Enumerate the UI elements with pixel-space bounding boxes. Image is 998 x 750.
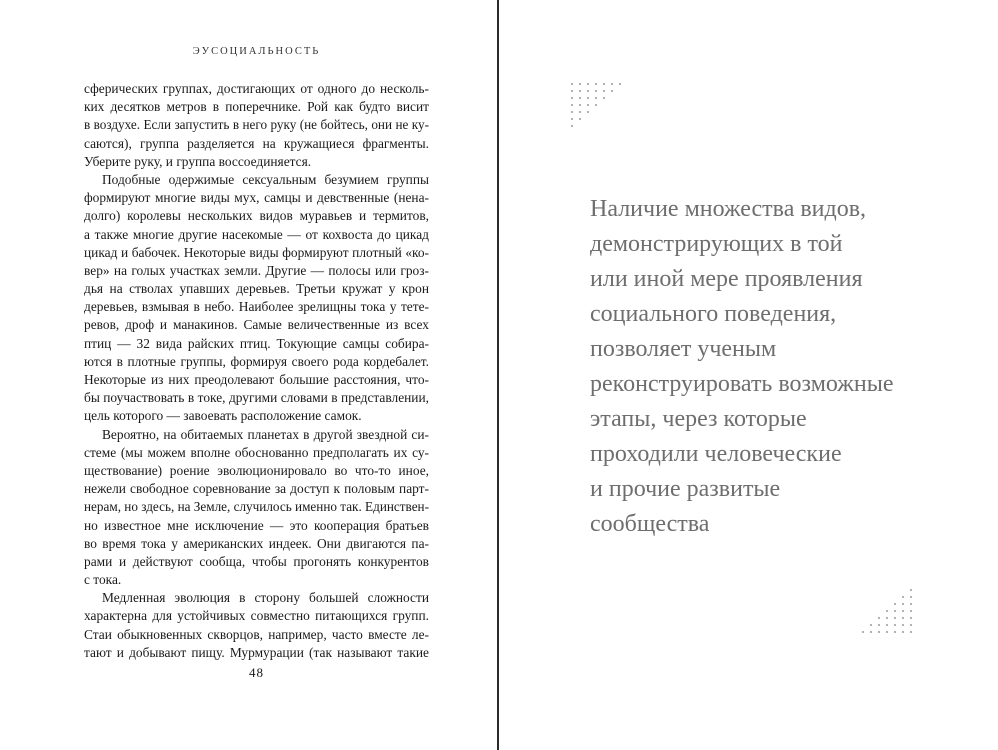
text-line: сферических группах, достигающих от одного до несколь-	[84, 81, 429, 96]
text-line: ются в плотные группы, формируя своего рода кордебалет.	[84, 353, 429, 369]
pull-quote-line: или иной мере проявления	[590, 266, 863, 292]
page-number: 48	[249, 665, 264, 680]
dot-pattern-bottom	[862, 589, 912, 633]
pull-quote-line: и прочие развитые	[590, 476, 781, 502]
left-page	[0, 0, 497, 750]
text-line: Уберите руку, и группа воссоединяется.	[84, 153, 312, 169]
text-line: цикад и бабочек. Некоторые виды формируют плотный «ко-	[84, 244, 429, 260]
pull-quote-line: Наличие множества видов,	[590, 196, 867, 222]
pull-quote-line: социального поведения,	[590, 301, 837, 327]
pull-quote-line: этапы, через которые	[590, 406, 807, 432]
text-line: Вероятно, на обитаемых планетах в другой звездной си-	[102, 426, 429, 442]
text-line: саются), группа разделяется на кружащиеся фрагменты.	[84, 135, 429, 151]
pull-quote-line: сообщества	[590, 511, 710, 537]
text-line: а также многие другие насекомые — от кохвоста до цикад	[84, 226, 429, 242]
text-line: ких десятков метров в поперечнике. Рой как будто висит	[84, 99, 429, 115]
text-line: стеме (мы можем вполне обоснованно предполагать их су-	[84, 444, 429, 460]
text-line: вер» на голых участках земли. Другие — полосы или гроз-	[84, 262, 429, 278]
text-line: Стаи обыкновенных скворцов, например, часто вместе ле-	[84, 626, 429, 642]
text-line: Некоторые из них преодолевают большие расстояния, что-	[84, 372, 429, 387]
text-line: ревов, дроф и манакинов. Самые величественные из всех	[84, 317, 429, 333]
dot-pattern-top	[571, 83, 621, 127]
text-line: цель которого — завоевать расположение самок.	[84, 408, 362, 424]
text-line: ществование) роение эволюционировало во что-то иное,	[84, 462, 429, 478]
text-line: в воздухе. Если запустить в него руку (не бойтесь, они не ку-	[84, 117, 429, 133]
text-line: Подобные одержимые сексуальным безумием группы	[102, 171, 429, 187]
text-line: с тока.	[84, 572, 122, 588]
pull-quote-line: реконструировать возможные	[590, 371, 894, 397]
text-line: бы поучаствовать в токе, другими словами в представлении,	[84, 390, 429, 406]
pull-quote-line: проходили человеческие	[590, 441, 842, 467]
pull-quote	[590, 192, 920, 542]
text-line: характерна для устойчивых совместно питающихся групп.	[84, 608, 429, 624]
pull-quote-line: позволяет ученым	[590, 336, 777, 362]
text-line: нерам, но здесь, на Земле, случилось именно так. Единствен-	[84, 499, 429, 515]
text-line: Медленная эволюция в сторону большей сложности	[102, 590, 429, 606]
text-line: но известное мне исключение — это кооперация братьев	[84, 517, 429, 533]
text-line: тают и добывают пищу. Мурмурации (так называют такие	[84, 644, 429, 660]
text-line: дья на стволах упавших деревьев. Третьи кружат у крон	[84, 281, 429, 297]
text-line: формируют многие виды мух, самцы и девственные (нена-	[84, 190, 429, 206]
text-line: деревьев, взмывая в небо. Наиболее зрелищны тока у тете-	[84, 299, 429, 315]
text-line: нежели свободное соревнование за доступ к половым парт-	[84, 481, 429, 497]
running-head: ЭУСОЦИАЛЬНОСТЬ	[192, 46, 321, 57]
text-line: во время тока у американских индеек. Они двигаются па-	[84, 535, 429, 551]
body-text	[84, 80, 429, 662]
text-line: рами и действуют сообща, чтобы прогонять конкурентов	[84, 553, 429, 569]
text-line: птиц — 32 вида райских птиц. Токующие самцы собира-	[84, 335, 429, 351]
text-line: долго) королевы нескольких видов муравьев и термитов,	[84, 208, 429, 224]
pull-quote-line: демонстрирующих в той	[590, 231, 843, 257]
